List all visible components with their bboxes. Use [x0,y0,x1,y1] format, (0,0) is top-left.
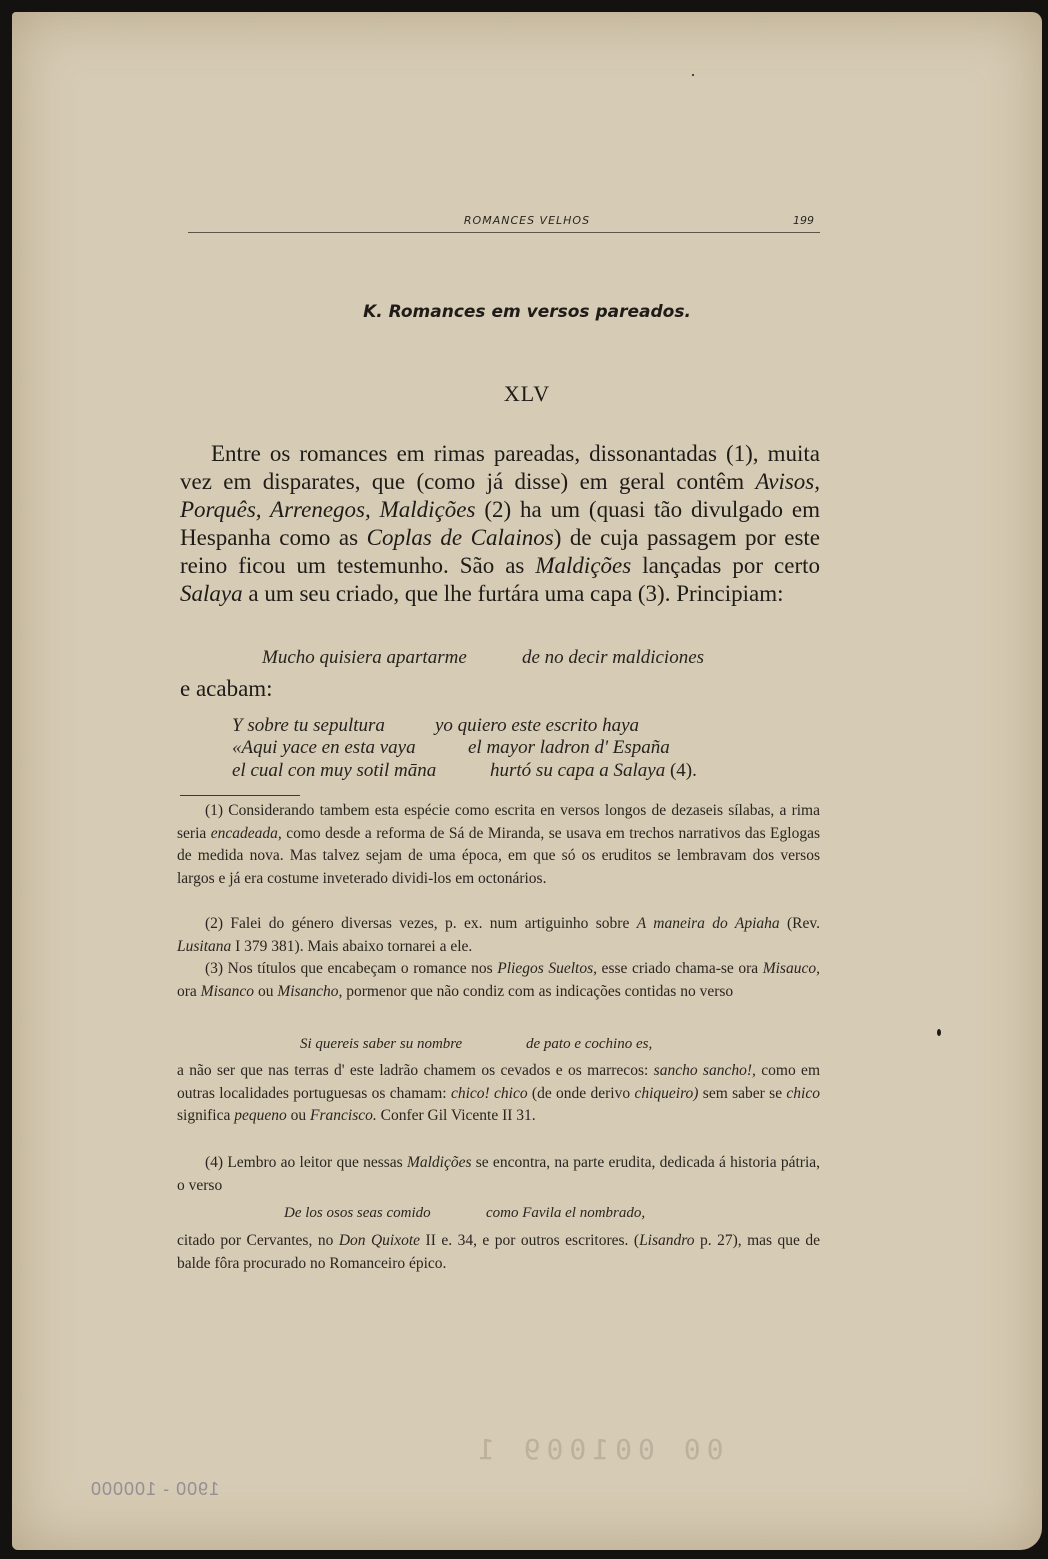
acabam-text: e acabam: [180,676,273,701]
running-head: ROMANCES VELHOS [463,214,591,227]
footnote-3-continuation: a não ser que nas terras d' este ladrão chamem os cevados e os marrecos: sancho sancho!, como em outras localidades portuguesas os chamam: chico! chico (de onde derivo chiqueiro) sem saber se chico significa pequeno ou Francisco. Confer Gil Vicente II 31. [177,1062,820,1124]
header-rule [188,232,820,233]
main-paragraph: Entre os romances em rimas pareadas, dissonantadas (1), muita vez em disparates, que (como já disse) em geral contêm Avisos, Porquês, Arrenegos, Maldições (2) ha um (quasi tão divulgado em Hespanha como as Coplas de Calainos) de cuja passagem por este reino ficou um testemunho. São as Maldições lançadas por certo Salaya a um seu criado, que lhe furtára uma capa (3). Principiam: [180,441,820,606]
ink-speck [692,74,694,76]
inventory-stamp: 1900 - 100000 [90,1479,220,1499]
page-number: 199 [793,214,814,227]
footnote-rule [180,795,300,796]
footnote-3: (3) Nos títulos que encabeçam o romance nos Pliegos Sueltos, esse criado chama-se ora Misauco, ora Misanco ou Misancho, pormenor que não condiz com as indicações contidas no verso [177,960,820,1000]
section-title: K. Romances em versos pareados. [363,302,691,322]
chapter-numeral: XLV [503,381,551,406]
footnote-2: (2) Falei do género diversas vezes, p. ex. num artiguinho sobre A maneira do Apiaha (Rev. Lusitana I 379 381). Mais abaixo tornarei a ele. [177,915,820,955]
ink-speck [937,1029,941,1036]
footnote-1: (1) Considerando tambem esta espécie como escrita en versos longos de dezaseis sílabas, a rima seria encadeada, como desde a reforma de Sá de Miranda, se usava em trechos narrativos das Eglogas de medida nova. Mas talvez sejam de uma época, em que só os eruditos se lembravam dos versos largos e já era costume inveterado dividi-los em octonários. [177,802,820,887]
footnote-4: (4) Lembro ao leitor que nessas Maldições se encontra, na parte erudita, dedicada á historia pátria, o verso [177,1154,821,1194]
library-stamp: 00 001009 1 [472,1433,724,1466]
footnote-4-continuation: citado por Cervantes, no Don Quixote II e. 34, e por outros escritores. (Lisandro p. 27), mas que de balde fôra procurado no Romanceiro épico. [177,1232,821,1272]
book-page: ROMANCES VELHOS 199 K. Romances em versos pareados. XLV Entre os romances em rimas pareadas, dissonantadas (1), muita vez em disparates, que (como já disse) em geral contêm Avisos, Porquês, Arrenegos, Maldições (2) ha um (quasi tão divulgado em Hespanha como as Coplas de Calainos) de cuja passagem por este reino ficou um testemunho. São as Maldições lançadas por certo Salaya a um seu criado, que lhe furtára uma capa (3). Principiam: Mucho quisiera apartarme de no decir maldiciones e acabam: Y sobre tu sepultura yo quiero este escrito haya «Aqui yace en esta vaya el mayor ladron d' España el cual con muy sotil māna hurtó su capa a Salaya (4). (1) Considerando tambem esta espécie como escrita en versos longos de dezaseis sílabas, a rima seria encadeada, como desde a reforma de Sá de Miranda, se usava em trechos narrativos das Eglogas de medida nova. Mas talvez sejam de uma época, em que só os eruditos se lembravam dos versos largos e já era costume inveterado dividi-los em octonários. (2) Falei do género diversas vezes, p. ex. num artiguinho sobre A maneira do Apiaha (Rev. Lusitana I 379 381). Mais abaixo tornarei a ele. (3) Nos títulos que encabeçam o romance nos Pliegos Sueltos, esse criado chama-se ora Misauco, ora Misanco ou Misancho, pormenor que não condiz com as indicações contidas no verso Si quereis saber su nombre de pato e cochino es, a não ser que nas terras d' este ladrão chamem os cevados e os marrecos: sancho sancho!, como em outras localidades portuguesas os chamam: chico! chico (de onde derivo chiqueiro) sem saber se chico significa pequeno ou Francisco. Confer Gil Vicente II 31. (4) Lembro ao leitor que nessas Maldições se encontra, na parte erudita, dedicada á historia pátria, o verso De los osos seas comido como Favila el nombrado, citado por Cervantes, no Don Quixote II e. 34, e por outros escritores. (Lisandro p. 27), mas que de balde fôra procurado no Romanceiro épico. 00 001009 1 1900 - 100000 [12,12,1042,1550]
